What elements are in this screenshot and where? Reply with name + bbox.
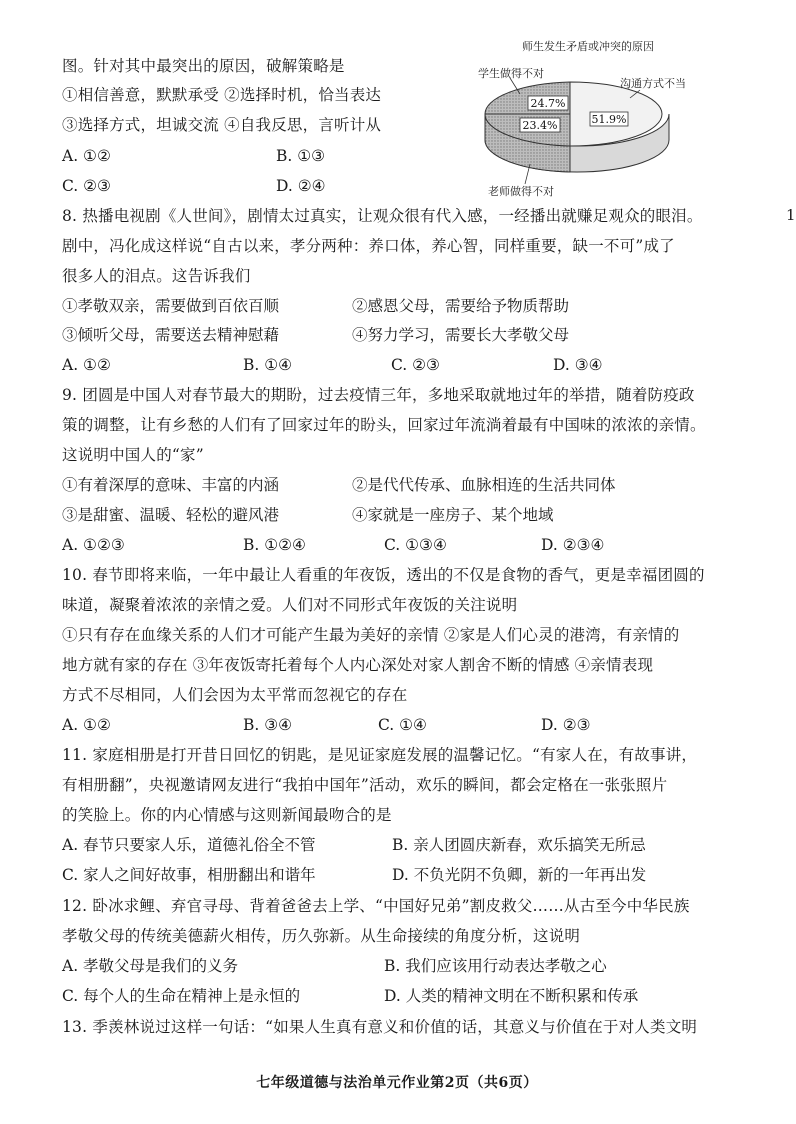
q8-statement-1: ①孝敬双亲，需要做到百依百顺 [62, 297, 280, 315]
q10-statements-2: 地方就有家的存在 ③年夜饭寄托着每个人内心深处对家人割舍不断的情感 ④亲情表现 [62, 656, 654, 674]
q11-option-b: B. 亲人团圆庆新春，欢乐搞笑无所忌 [392, 836, 646, 854]
q10-statements-1: ①只有存在血缘关系的人们才可能产生最为美好的亲情 ②家是人们心灵的港湾，有亲情的 [62, 626, 680, 644]
pie-label-teacher: 老师做得不对 [488, 185, 554, 198]
q13-stem-1: 13. 季羡林说过这样一句话：“如果人生真有意义和价值的话，其意义与价值在于对人类文明 [62, 1018, 698, 1036]
q8-option-b: B. ①④ [243, 356, 293, 374]
q11-option-d: D. 不负光阴不负卿，新的一年再出发 [392, 866, 647, 884]
q8-stem-2: 剧中，冯化成这样说“自古以来，孝分两种：养口体，养心智，同样重要，缺一不可”成了 [62, 237, 675, 255]
q11-option-a: A. 春节只要家人乐，道德礼俗全不管 [62, 836, 316, 854]
q7-statements-1: ①相信善意，默默承受 ②选择时机，恰当表达 [62, 86, 382, 104]
q8-statement-4: ④努力学习，需要长大孝敬父母 [352, 326, 570, 344]
q12-option-a: A. 孝敬父母是我们的义务 [62, 957, 239, 975]
q10-option-c: C. ①④ [378, 716, 427, 734]
q8-stem-3: 很多人的泪点。这告诉我们 [62, 267, 251, 285]
q7-stem: 图。针对其中最突出的原因，破解策略是 [62, 57, 345, 75]
q8-stem-1: 8. 热播电视剧《人世间》，剧情太过真实，让观众很有代入感，一经播出就赚足观众的眼泪。 [62, 207, 703, 225]
q9-option-d: D. ②③④ [541, 536, 605, 554]
q10-option-b: B. ③④ [243, 716, 293, 734]
q9-statement-2: ②是代代传承、血脉相连的生活共同体 [352, 476, 616, 494]
q8-statement-2: ②感恩父母，需要给予物质帮助 [352, 297, 570, 315]
q8-statement-3: ③倾听父母，需要送去精神慰藉 [62, 326, 280, 344]
q9-option-b: B. ①②④ [243, 536, 306, 554]
q12-stem-1: 12. 卧冰求鲤、弃官寻母、背着爸爸去上学、“中国好兄弟”割皮救父……从古至今中华民族 [62, 897, 690, 915]
q8-option-c: C. ②③ [391, 356, 440, 374]
q7-option-a: A. ①② [62, 147, 111, 165]
q9-stem-3: 这说明中国人的“家” [62, 446, 204, 464]
pie-label-comm: 沟通方式不当 [620, 77, 686, 90]
q11-stem-2: 有相册翻”，央视邀请网友进行“我拍中国年”活动，欢乐的瞬间，都会定格在一张张照片 [62, 776, 668, 794]
q9-stem-1: 9. 团圆是中国人对春节最大的期盼，过去疫情三年，多地采取就地过年的举措，随着防疫政 [62, 386, 695, 404]
q11-option-c: C. 家人之间好故事，相册翻出和谐年 [62, 866, 316, 884]
q10-option-a: A. ①② [62, 716, 111, 734]
q9-statement-3: ③是甜蜜、温暖、轻松的避风港 [62, 506, 280, 524]
pie-chart [470, 32, 710, 202]
q9-statement-1: ①有着深厚的意味、丰富的内涵 [62, 476, 280, 494]
q9-statement-4: ④家就是一座房子、某个地域 [352, 506, 554, 524]
pie-value-teacher: 23.4% [522, 119, 558, 132]
q12-option-d: D. 人类的精神文明在不断积累和传承 [384, 987, 639, 1005]
q7-statements-2: ③选择方式，坦诚交流 ④自我反思，言听计从 [62, 116, 382, 134]
page-footer: 七年级道德与法治单元作业第2页（共6页） [256, 1075, 538, 1091]
q8-option-d: D. ③④ [553, 356, 603, 374]
pie-value-student: 24.7% [530, 97, 566, 110]
pie-title: 师生发生矛盾或冲突的原因 [522, 40, 654, 53]
q8-option-a: A. ①② [62, 356, 111, 374]
q10-stem-2: 味道，凝聚着浓浓的亲情之爱。人们对不同形式年夜饭的关注说明 [62, 596, 518, 614]
q12-option-c: C. 每个人的生命在精神上是永恒的 [62, 987, 301, 1005]
pie-value-comm: 51.9% [591, 113, 627, 126]
q11-stem-3: 的笑脸上。你的内心情感与这则新闻最吻合的是 [62, 806, 392, 824]
q12-option-b: B. 我们应该用行动表达孝敬之心 [384, 957, 607, 975]
q10-statements-3: 方式不尽相同，人们会因为太平常而忽视它的存在 [62, 686, 408, 704]
q9-option-c: C. ①③④ [384, 536, 447, 554]
q9-option-a: A. ①②③ [62, 536, 125, 554]
pie-label-student: 学生做得不对 [478, 67, 544, 80]
q11-stem-1: 11. 家庭相册是打开昔日回忆的钥匙，是见证家庭发展的温馨记忆。“有家人在，有故事讲， [62, 746, 698, 764]
margin-mark: 1 [786, 206, 796, 224]
q7-option-c: C. ②③ [62, 177, 111, 195]
q10-option-d: D. ②③ [541, 716, 591, 734]
q7-option-d: D. ②④ [276, 177, 326, 195]
q10-stem-1: 10. 春节即将来临，一年中最让人看重的年夜饭，透出的不仅是食物的香气，更是幸福团圆的 [62, 566, 705, 584]
q9-stem-2: 策的调整，让有乡愁的人们有了回家过年的盼头，回家过年流淌着最有中国味的浓浓的亲情。 [62, 416, 706, 434]
q12-stem-2: 孝敬父母的传统美德薪火相传，历久弥新。从生命接续的角度分析，这说明 [62, 927, 581, 945]
q7-option-b: B. ①③ [276, 147, 326, 165]
